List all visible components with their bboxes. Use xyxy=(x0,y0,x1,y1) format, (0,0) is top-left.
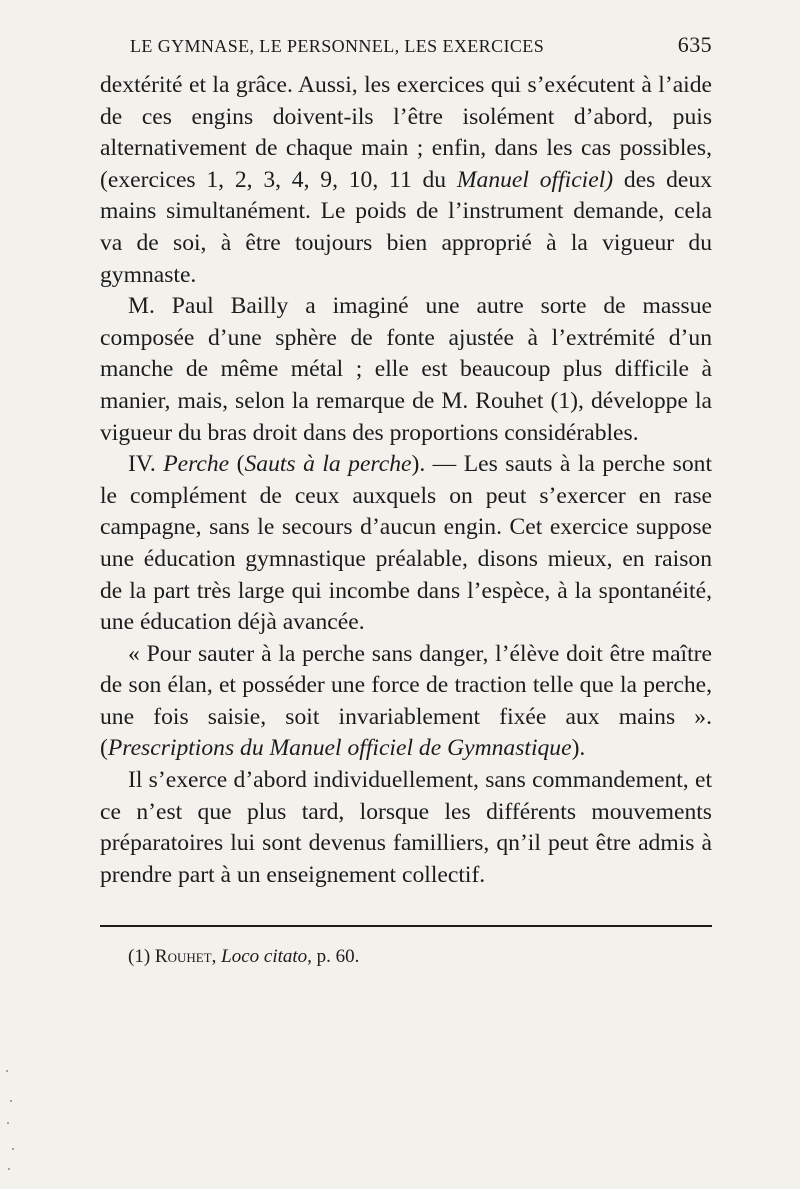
text-run: ( xyxy=(229,451,245,478)
text-run: M. Paul Bailly a imaginé une autre sorte de massue composée d’une sphère de fonte ajustée à l’extrémité d’un manche de même métal ; elle est beaucoup plus difficile à manier, mais, selon la remarque de M. Rouhet (1), développe la vigueur du bras droit dans des proportions considérables. xyxy=(100,293,712,446)
page-number: 635 xyxy=(677,32,712,57)
running-title: LE GYMNASE, LE PERSONNEL, LES EXERCICES xyxy=(130,36,545,56)
footnote-author: Rouhet, xyxy=(154,946,217,968)
footnote-rule xyxy=(100,925,712,927)
italic-run: Perche xyxy=(163,451,230,478)
text-run: ). — Les sauts à la perche sont le complément de ceux auxquels on peut s’exercer en rase campagne, sans le secours d’aucun engin. Cet exercice suppose une éducation gymnastique préalable, disons mieux, en raison de la part très large qui incombe dans l’espèce, à la spontanéité, une éducation déjà avancée. xyxy=(100,451,712,636)
footnote-marker: (1) xyxy=(128,946,151,968)
italic-run: Sauts à la perche xyxy=(244,451,412,478)
book-page xyxy=(100,32,712,969)
paragraph-1 xyxy=(100,70,712,291)
text-run: Il s’exerce d’abord individuellement, sans commandement, et ce n’est que plus tard, lorsque les différents mouvements préparatoires lui sont devenus familliers, qn’il peut être admis à prendre part à un enseignement collectif. xyxy=(100,767,712,888)
text-run: « Pour sauter à la perche sans danger, l’élève doit être maître de son élan, et posséder une force de traction telle que la perche, une fois saisie, soit invariablement fixée aux mains ». ( xyxy=(100,640,712,762)
text-run: dextérité et la grâce. Aussi, les exercices qui s’exécutent à l’aide de ces engins doivent-ils l’être isolément d’abord, puis alternativement de chaque main ; enfin, dans les cas possibles, (exercices 1, 2, 3, 4, 9, 10, 11 du xyxy=(100,72,712,193)
footnote xyxy=(100,945,712,969)
text-run: des deux mains simultanément. Le poids de l’instrument demande, cela va de soi, à être toujours bien approprié à la vigueur du gymnaste. xyxy=(100,166,712,288)
paragraph-5 xyxy=(100,765,712,891)
paragraph-3 xyxy=(100,449,712,639)
text-run: IV. xyxy=(128,451,164,478)
text-run: ). xyxy=(571,735,586,762)
italic-run: Manuel officiel) xyxy=(456,166,614,193)
footnote-work: Loco citato, xyxy=(221,946,312,968)
footnote-page-ref: p. 60. xyxy=(316,946,360,968)
paragraph-4 xyxy=(100,639,712,765)
paragraph-2 xyxy=(100,291,712,449)
body-text xyxy=(100,70,712,891)
italic-run: Prescriptions du Manuel officiel de Gymnastique xyxy=(107,735,572,762)
margin-specks xyxy=(4,1060,24,1180)
running-header xyxy=(100,32,712,70)
